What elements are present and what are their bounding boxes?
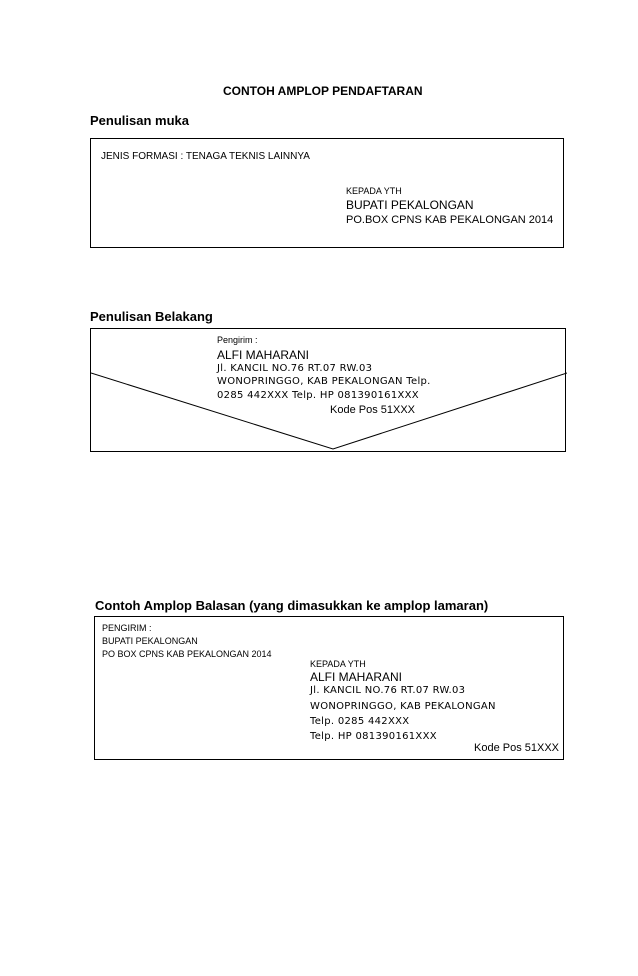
back-address-line3: 0285 442XXX Telp. HP 081390161XXX: [217, 390, 419, 401]
front-to-label: KEPADA YTH: [346, 186, 402, 196]
back-sender-label: Pengirim :: [217, 335, 258, 345]
reply-sender-address: PO BOX CPNS KAB PEKALONGAN 2014: [102, 649, 272, 659]
reply-heading: Contoh Amplop Balasan (yang dimasukkan ke amplop lamaran): [95, 598, 489, 613]
page-title: CONTOH AMPLOP PENDAFTARAN: [223, 84, 423, 98]
back-heading: Penulisan Belakang: [90, 309, 213, 324]
front-to-name: BUPATI PEKALONGAN: [346, 198, 474, 212]
front-heading: Penulisan muka: [90, 113, 189, 128]
reply-to-name: ALFI MAHARANI: [310, 670, 403, 684]
back-address-line1: Jl. KANCIL NO.76 RT.07 RW.03: [217, 363, 373, 374]
reply-sender-label: PENGIRIM :: [102, 623, 152, 633]
front-to-address: PO.BOX CPNS KAB PEKALONGAN 2014: [346, 214, 554, 226]
back-address-line2: WONOPRINGGO, KAB PEKALONGAN Telp.: [217, 376, 431, 387]
reply-to-label: KEPADA YTH: [310, 659, 366, 669]
back-postal-code: Kode Pos 51XXX: [330, 404, 416, 416]
back-sender-name: ALFI MAHARANI: [217, 348, 310, 362]
reply-mobile: Telp. HP 081390161XXX: [310, 731, 437, 742]
reply-envelope: [94, 616, 564, 760]
back-envelope: [90, 328, 566, 452]
front-envelope: [90, 138, 564, 248]
formation-text: JENIS FORMASI : TENAGA TEKNIS LAINNYA: [101, 151, 310, 162]
reply-postal-code: Kode Pos 51XXX: [474, 742, 560, 754]
reply-address-line2: WONOPRINGGO, KAB PEKALONGAN: [310, 701, 496, 712]
reply-sender-name: BUPATI PEKALONGAN: [102, 636, 198, 646]
reply-address-line1: Jl. KANCIL NO.76 RT.07 RW.03: [310, 685, 466, 696]
reply-phone: Telp. 0285 442XXX: [310, 716, 410, 727]
